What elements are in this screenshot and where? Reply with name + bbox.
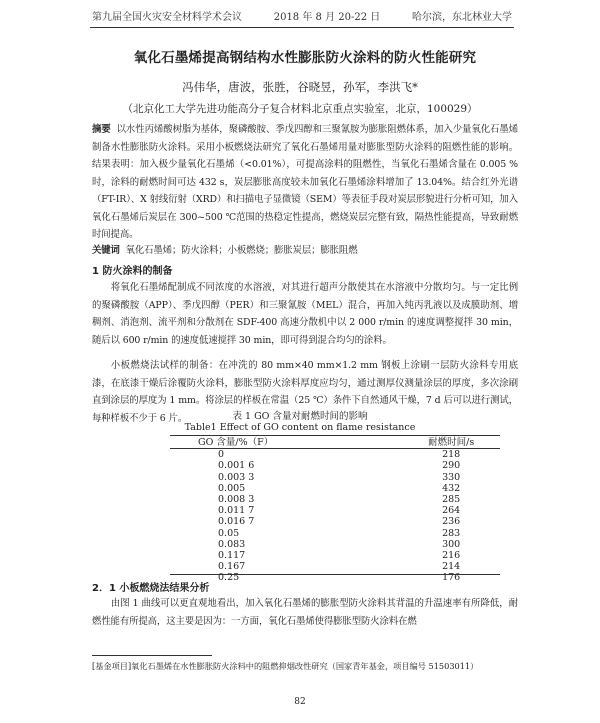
table-header-row	[170, 437, 500, 449]
cell-go-content: 0.008 3	[218, 494, 255, 506]
table-row	[170, 539, 500, 550]
abstract-label: 摘要	[92, 124, 111, 135]
cell-go-content: 0.25	[218, 572, 240, 584]
funding-footnote: [基金项目]氧化石墨烯在水性膨胀防火涂料中的阻燃抑烟改性研究（国家青年基金，项目编号 51503011）	[92, 661, 479, 671]
keywords	[92, 242, 518, 260]
header-location: 哈尔滨，东北林业大学	[411, 12, 512, 23]
cell-go-content: 0.016 7	[218, 516, 255, 528]
cell-flame-time: 216	[442, 550, 461, 562]
go-content-table	[170, 437, 500, 584]
table-row	[170, 528, 500, 539]
footnote-rule	[92, 655, 212, 656]
table-top-rule	[170, 435, 500, 436]
section-2-heading: 2．1 小板燃烧法结果分析	[92, 583, 210, 594]
keywords-text: 氧化石墨烯；防火涂料；小板燃烧；膨胀炭层；膨胀阻燃	[125, 245, 358, 256]
section-1-heading: 1 防火涂料的制备	[92, 266, 173, 277]
paper-title: 氧化石墨烯提高钢结构水性膨胀防火涂料的防火性能研究	[133, 50, 477, 66]
cell-flame-time: 330	[442, 471, 461, 483]
cell-flame-time: 432	[442, 482, 461, 494]
table-header-flame-time: 耐燃时间/s	[312, 437, 500, 449]
cell-go-content: 0.117	[218, 550, 246, 562]
cell-go-content: 0.167	[218, 561, 246, 573]
table-row	[170, 449, 500, 461]
table-bottom-rule	[170, 574, 500, 575]
cell-go-content: 0.005	[218, 482, 246, 494]
table-row	[170, 460, 500, 471]
cell-go-content: 0.003 3	[218, 471, 255, 483]
cell-flame-time: 290	[442, 460, 461, 472]
table-row	[170, 472, 500, 483]
cell-flame-time: 285	[442, 494, 461, 506]
keywords-label: 关键词	[92, 245, 120, 256]
table-row	[170, 550, 500, 561]
cell-flame-time: 214	[442, 561, 461, 573]
section-2-paragraph-1: 由图 1 曲线可以更直观地看出，加入氧化石墨烯的膨胀型防火涂料其背温的升温速率有所降低，耐燃性能有所提高，这主要是因为：一方面，氧化石墨烯使得膨胀型防火涂料在燃	[92, 598, 518, 627]
cell-flame-time: 283	[442, 527, 461, 539]
table-header-go-content: GO 含量/%（F）	[170, 437, 312, 449]
table-body	[170, 449, 500, 584]
abstract	[92, 121, 518, 244]
cell-flame-time: 176	[442, 572, 461, 584]
running-header	[92, 12, 512, 24]
header-conference: 第九届全国火灾安全材料学术会议	[92, 12, 242, 23]
table-row	[170, 516, 500, 527]
author-list: 冯伟华，唐波，张胜，谷晓昱，孙军，李洪飞*	[182, 80, 418, 94]
section-1-paragraph-1: 将氧化石墨烯配制成不同浓度的水溶液，对其进行超声分散使其在水溶液中分散均匀。与一定比例的聚磷酸胺（APP）、季戊四醇（PER）和三聚氰胺（MEL）混合，再加入纯丙乳液以及成膜助剂、增稠剂、消泡剂、流平剂和分散剂在 SDF-400 高速分散机中以 2 000 r/min 的速度调整搅拌 30 min，随后以 600 r/min 的速度低速搅拌 30 min，即可得到混合均匀的涂料。	[92, 282, 518, 346]
section-1-paragraph-2: 小板燃烧法试样的制备：在冲洗的 80 mm×40 mm×1.2 mm 钢板上涂刷一层防火涂料专用底漆，在底漆干燥后涂覆防火涂料，膨胀型防火涂料厚度应均匀，通过测厚仪测量涂层的厚度，多次涂刷直到涂层的厚度为 1 mm。将涂层的样板在常温（25 ℃）条件下自然通风干燥，7 d 后可以进行测试，每种样板不少于 6 片。	[92, 360, 518, 424]
cell-flame-time: 218	[442, 449, 461, 461]
cell-go-content: 0.05	[218, 527, 240, 539]
header-date: 2018 年 8 月 20-22 日	[273, 12, 381, 23]
cell-go-content: 0.001 6	[218, 460, 255, 472]
table-row	[170, 494, 500, 505]
page-number: 82	[294, 697, 306, 707]
cell-flame-time: 236	[442, 516, 461, 528]
abstract-text: 以水性丙烯酸树脂为基体，聚磷酸胺、季戊四醇和三聚氰胺为膨胀阻燃体系，加入少量氧化石墨烯制备水性膨胀防火涂料。采用小板燃烧法研究了氧化石墨烯用量对膨胀型防火涂料的阻燃性能的影响。结果表明：加入极少量氧化石墨烯（<0.01%），可提高涂料的阻燃性，当氧化石墨烯含量在 0.005 %时，涂料的耐燃时间可达 432 s，炭层膨胀高度较未加氧化石墨烯涂料增加了 13.04%。结合红外光谱（FT-IR）、X 射线衍射（XRD）和扫描电子显微镜（SEM）等表征手段对炭层形貌进行分析可知，加入氧化石墨烯后炭层在 300~500 ℃范围的热稳定性提高，燃烧炭层完整有致，隔热性能提高，导致耐燃时间提高。	[92, 124, 518, 240]
cell-flame-time: 264	[442, 505, 461, 517]
cell-go-content: 0	[218, 449, 225, 461]
cell-flame-time: 300	[442, 538, 461, 550]
table-row	[170, 561, 500, 572]
affiliation: （北京化工大学先进功能高分子复合材料北京重点实验室，北京，100029）	[122, 103, 478, 115]
table-caption-cn: 表 1 GO 含量对耐燃时间的影响	[232, 411, 368, 422]
table-row	[170, 505, 500, 516]
cell-go-content: 0.083	[218, 538, 246, 550]
cell-go-content: 0.011 7	[218, 505, 255, 517]
table-row	[170, 483, 500, 494]
header-rule	[90, 27, 514, 28]
table-caption-en: Table1 Effect of GO content on flame resistance	[184, 422, 416, 433]
